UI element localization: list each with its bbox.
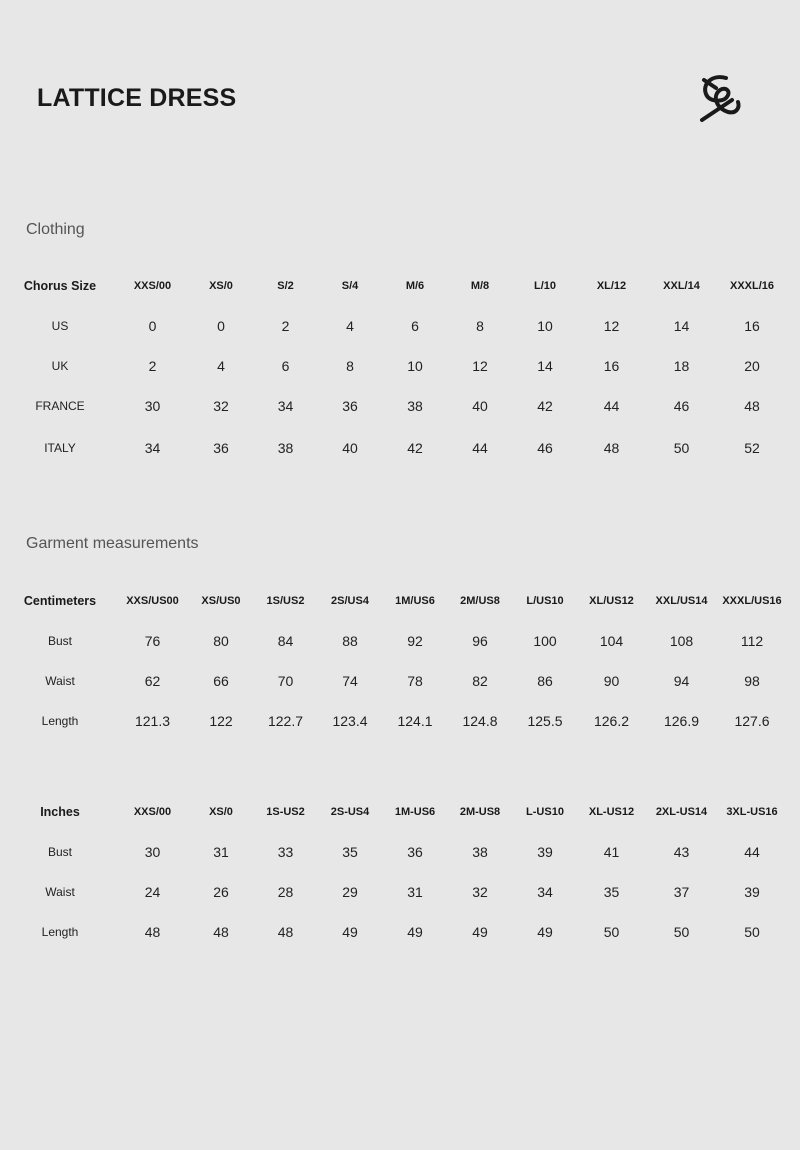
table-cell: 44 bbox=[603, 397, 620, 414]
row-label: FRANCE bbox=[35, 398, 85, 413]
table-cell: 76 bbox=[144, 633, 161, 649]
table-cell: 38 bbox=[277, 439, 294, 456]
table-row bbox=[0, 832, 790, 872]
table-cell: 50 bbox=[744, 923, 760, 940]
column-header: 2M/US8 bbox=[460, 595, 500, 607]
table-cell: 34 bbox=[537, 884, 553, 900]
column-header: 1M-US6 bbox=[394, 806, 436, 818]
table-cell: 39 bbox=[537, 844, 553, 860]
table-cell: 32 bbox=[472, 884, 488, 900]
table-cell: 52 bbox=[744, 439, 760, 456]
table-cell: 98 bbox=[744, 673, 760, 689]
table-cell: 36 bbox=[407, 844, 423, 860]
table-cell: 4 bbox=[217, 358, 225, 374]
column-header: 1M/US6 bbox=[395, 595, 435, 607]
table-cell: 48 bbox=[277, 923, 294, 940]
table-cell: 124.1 bbox=[397, 712, 433, 729]
table-cell: 35 bbox=[603, 884, 620, 900]
centimeters-table bbox=[0, 581, 790, 740]
column-header: XL-US12 bbox=[588, 806, 635, 818]
column-header: XL/12 bbox=[596, 280, 627, 292]
table-cell: 122.7 bbox=[267, 712, 304, 729]
table-cell: 33 bbox=[277, 844, 294, 860]
column-header: 1S-US2 bbox=[266, 806, 305, 818]
table-cell: 0 bbox=[148, 318, 157, 334]
table-cell: 50 bbox=[603, 923, 620, 940]
table-cell: 10 bbox=[407, 358, 423, 374]
table-cell: 126.2 bbox=[593, 712, 630, 729]
table-cell: 108 bbox=[669, 633, 694, 649]
column-header: 2M-US8 bbox=[459, 806, 501, 818]
table-row bbox=[0, 661, 790, 701]
table-cell: 78 bbox=[407, 673, 423, 689]
table-row bbox=[0, 621, 790, 661]
table-cell: 12 bbox=[472, 358, 488, 374]
table-cell: 49 bbox=[342, 923, 358, 940]
column-header: XXS/US00 bbox=[126, 595, 179, 607]
table-cell: 88 bbox=[342, 633, 358, 649]
table-cell: 38 bbox=[407, 397, 423, 414]
table-cell: 40 bbox=[472, 397, 488, 414]
column-header: XXL/US14 bbox=[655, 595, 708, 607]
table-cell: 8 bbox=[346, 358, 354, 374]
table-row bbox=[0, 701, 790, 740]
column-header: L-US10 bbox=[526, 806, 564, 818]
table-cell: 44 bbox=[744, 844, 760, 860]
row-label: Waist bbox=[45, 885, 75, 899]
table-cell: 14 bbox=[537, 358, 553, 374]
table-cell: 48 bbox=[744, 397, 760, 414]
table-cell: 70 bbox=[277, 673, 294, 689]
table-cell: 121.3 bbox=[134, 712, 171, 729]
table-cell: 34 bbox=[144, 439, 161, 456]
clothing-size-table bbox=[0, 266, 790, 470]
column-header: L/10 bbox=[533, 280, 556, 292]
column-header: XXXL/16 bbox=[729, 280, 775, 292]
row-label: Length bbox=[41, 713, 79, 728]
table-cell: 46 bbox=[537, 439, 553, 456]
column-header: 1S/US2 bbox=[266, 595, 305, 607]
row-label: Bust bbox=[47, 845, 72, 859]
row-label: ITALY bbox=[44, 440, 76, 455]
table-cell: 100 bbox=[533, 633, 557, 649]
column-header: XS/0 bbox=[209, 806, 233, 818]
clothing-header-label: Chorus Size bbox=[23, 279, 97, 293]
column-header: 2XL-US14 bbox=[655, 806, 708, 818]
column-header: XS/0 bbox=[209, 280, 233, 292]
table-cell: 4 bbox=[346, 318, 354, 334]
table-cell: 74 bbox=[342, 673, 358, 689]
row-label: Waist bbox=[45, 674, 75, 688]
table-cell: 36 bbox=[342, 397, 358, 414]
row-label: UK bbox=[51, 359, 69, 373]
table-cell: 44 bbox=[472, 439, 488, 456]
centimeters-header-row bbox=[0, 581, 790, 621]
column-header: S/4 bbox=[341, 280, 359, 292]
table-cell: 112 bbox=[740, 633, 764, 649]
table-cell: 28 bbox=[277, 884, 294, 900]
table-cell: 66 bbox=[213, 673, 229, 689]
table-cell: 126.9 bbox=[663, 712, 700, 729]
table-cell: 6 bbox=[411, 318, 419, 334]
column-header: 2S-US4 bbox=[330, 806, 370, 818]
table-cell: 80 bbox=[213, 633, 229, 649]
table-cell: 42 bbox=[407, 439, 423, 456]
table-cell: 125.5 bbox=[527, 712, 563, 729]
column-header: XL/US12 bbox=[589, 595, 634, 607]
table-cell: 41 bbox=[603, 844, 620, 860]
table-cell: 16 bbox=[744, 318, 760, 334]
row-label: US bbox=[51, 319, 69, 333]
table-cell: 0 bbox=[217, 318, 225, 334]
table-cell: 29 bbox=[342, 884, 358, 900]
table-cell: 38 bbox=[472, 844, 488, 860]
table-cell: 82 bbox=[472, 673, 488, 689]
table-cell: 46 bbox=[673, 397, 690, 414]
column-header: XXS/00 bbox=[133, 280, 172, 292]
table-cell: 20 bbox=[744, 358, 760, 374]
table-cell: 30 bbox=[144, 397, 161, 414]
table-cell: 6 bbox=[281, 358, 290, 374]
row-label: Length bbox=[41, 924, 79, 939]
table-cell: 49 bbox=[407, 923, 423, 940]
table-cell: 50 bbox=[673, 923, 690, 940]
table-cell: 2 bbox=[148, 358, 157, 374]
column-header: XXS/00 bbox=[133, 806, 172, 818]
clothing-header-row bbox=[0, 266, 790, 306]
table-cell: 122 bbox=[209, 712, 233, 729]
table-cell: 2 bbox=[281, 318, 290, 334]
table-cell: 40 bbox=[342, 439, 358, 456]
column-header: M/8 bbox=[470, 280, 490, 292]
table-cell: 49 bbox=[537, 923, 553, 940]
column-header: S/2 bbox=[277, 280, 294, 292]
table-cell: 32 bbox=[213, 397, 229, 414]
table-cell: 104 bbox=[599, 633, 624, 649]
table-row bbox=[0, 386, 790, 425]
row-label: Bust bbox=[47, 634, 72, 648]
table-cell: 18 bbox=[673, 358, 690, 374]
table-cell: 96 bbox=[472, 633, 488, 649]
column-header: 2S/US4 bbox=[331, 595, 369, 607]
table-cell: 10 bbox=[537, 318, 553, 334]
column-header: XXL/14 bbox=[663, 280, 700, 292]
table-cell: 31 bbox=[407, 884, 423, 900]
table-cell: 37 bbox=[673, 884, 690, 900]
table-cell: 123.4 bbox=[332, 712, 368, 729]
table-cell: 94 bbox=[673, 673, 690, 689]
column-header: XS/US0 bbox=[201, 595, 241, 607]
table-cell: 12 bbox=[603, 318, 620, 334]
table-cell: 16 bbox=[603, 358, 620, 374]
table-cell: 62 bbox=[144, 673, 161, 689]
table-cell: 14 bbox=[673, 318, 690, 334]
page-title: LATTICE DRESS bbox=[37, 84, 237, 112]
table-row bbox=[0, 912, 790, 951]
table-cell: 42 bbox=[537, 397, 553, 414]
table-cell: 39 bbox=[744, 884, 760, 900]
table-cell: 8 bbox=[476, 318, 484, 334]
inches-header-row bbox=[0, 792, 790, 832]
table-cell: 48 bbox=[603, 439, 620, 456]
table-row bbox=[0, 346, 790, 386]
table-cell: 36 bbox=[213, 439, 229, 456]
inches-header-label: Inches bbox=[40, 805, 80, 819]
table-row bbox=[0, 425, 790, 470]
inches-table bbox=[0, 792, 790, 951]
table-cell: 43 bbox=[673, 844, 690, 860]
table-row bbox=[0, 872, 790, 912]
table-cell: 84 bbox=[277, 633, 294, 649]
column-header: 3XL-US16 bbox=[726, 806, 778, 818]
chorus-monogram-icon bbox=[692, 72, 746, 126]
table-cell: 50 bbox=[673, 439, 690, 456]
section-title-garment-measurements: Garment measurements bbox=[26, 535, 199, 552]
table-cell: 127.6 bbox=[734, 712, 770, 729]
table-cell: 26 bbox=[213, 884, 229, 900]
centimeters-header-label: Centimeters bbox=[23, 594, 97, 608]
table-cell: 90 bbox=[603, 673, 620, 689]
section-title-clothing: Clothing bbox=[26, 221, 85, 238]
table-cell: 24 bbox=[144, 884, 161, 900]
table-row bbox=[0, 306, 790, 346]
table-cell: 34 bbox=[277, 397, 294, 414]
table-cell: 92 bbox=[407, 633, 423, 649]
table-cell: 124.8 bbox=[462, 712, 498, 729]
column-header: XXXL/US16 bbox=[722, 595, 782, 607]
column-header: L/US10 bbox=[526, 595, 564, 607]
table-cell: 48 bbox=[144, 923, 161, 940]
table-cell: 86 bbox=[537, 673, 553, 689]
table-cell: 30 bbox=[144, 844, 161, 860]
table-cell: 49 bbox=[472, 923, 488, 940]
column-header: M/6 bbox=[405, 280, 425, 292]
table-cell: 31 bbox=[213, 844, 229, 860]
table-cell: 35 bbox=[342, 844, 358, 860]
table-cell: 48 bbox=[213, 923, 229, 940]
